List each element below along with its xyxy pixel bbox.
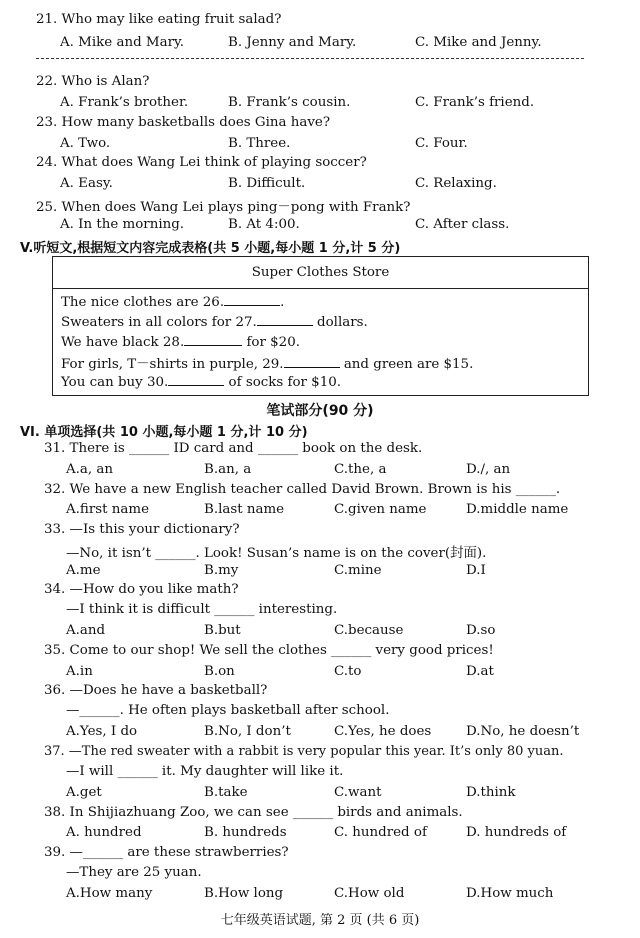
option-36c: C.Yes, he does bbox=[334, 724, 432, 739]
question-37: 37. —The red sweater with a rabbit is very popular this year. It’s only 80 yuan. bbox=[44, 744, 564, 759]
option-38c: C. hundred of bbox=[334, 825, 427, 840]
option-34b: B.but bbox=[204, 623, 241, 638]
table-row-30 bbox=[61, 373, 341, 390]
option-24a: A. Easy. bbox=[60, 176, 113, 191]
option-37b: B.take bbox=[204, 785, 248, 800]
option-31a: A.a, an bbox=[66, 462, 114, 477]
option-32d: D.middle name bbox=[466, 502, 569, 517]
option-35c: C.to bbox=[334, 664, 362, 679]
row-28-text: We have black 28. bbox=[61, 335, 185, 350]
option-25c: C. After class. bbox=[415, 217, 510, 232]
row-27-end: dollars. bbox=[312, 315, 368, 330]
option-34d: D.so bbox=[466, 623, 496, 638]
answer-blank-28[interactable] bbox=[184, 333, 242, 346]
option-31c: C.the, a bbox=[334, 462, 387, 477]
question-22: 22. Who is Alan? bbox=[36, 74, 150, 89]
option-32c: C.given name bbox=[334, 502, 427, 517]
question-38: 38. In Shijiazhuang Zoo, we can see ______ birds and animals. bbox=[44, 805, 463, 820]
row-30-text: You can buy 30. bbox=[61, 375, 169, 390]
option-36d: D.No, he doesn’t bbox=[466, 724, 580, 739]
section-6-title: VI. 单项选择(共 10 小题,每小题 1 分,计 10 分) bbox=[20, 425, 308, 440]
option-38b: B. hundreds bbox=[204, 825, 287, 840]
table-title: Super Clothes Store bbox=[53, 257, 588, 289]
page-footer: 七年级英语试题, 第 2 页 (共 6 页) bbox=[220, 913, 420, 928]
option-24c: C. Relaxing. bbox=[415, 176, 497, 191]
answer-blank-27[interactable] bbox=[257, 313, 313, 326]
option-21b: B. Jenny and Mary. bbox=[228, 35, 357, 50]
option-39b: B.How long bbox=[204, 886, 284, 901]
option-39c: C.How old bbox=[334, 886, 405, 901]
option-37c: C.want bbox=[334, 785, 382, 800]
option-39a: A.How many bbox=[66, 886, 153, 901]
clothes-store-table bbox=[52, 256, 589, 396]
row-29-text: For girls, T－shirts in purple, 29. bbox=[61, 357, 284, 372]
answer-blank-26[interactable] bbox=[224, 293, 280, 306]
question-35: 35. Come to our shop! We sell the clothes ______ very good prices! bbox=[44, 643, 494, 658]
question-34: 34. —How do you like math? bbox=[44, 582, 239, 597]
question-33: 33. —Is this your dictionary? bbox=[44, 522, 240, 537]
question-34-reply: —I think it is difficult ______ interesting. bbox=[66, 602, 338, 617]
option-35a: A.in bbox=[66, 664, 93, 679]
option-23a: A. Two. bbox=[60, 136, 111, 151]
option-36b: B.No, I don’t bbox=[204, 724, 291, 739]
option-32a: A.first name bbox=[66, 502, 149, 517]
row-26-end: . bbox=[280, 295, 285, 310]
question-39: 39. —______ are these strawberries? bbox=[44, 845, 289, 860]
row-27-text: Sweaters in all colors for 27. bbox=[61, 315, 257, 330]
question-33-reply: —No, it isn’t ______. Look! Susan’s name is on the cover(封面). bbox=[66, 546, 487, 561]
question-39-reply: —They are 25 yuan. bbox=[66, 865, 202, 880]
option-25b: B. At 4:00. bbox=[228, 217, 300, 232]
row-29-end: and green are $15. bbox=[339, 357, 474, 372]
option-33d: D.I bbox=[466, 563, 486, 578]
row-26-text: The nice clothes are 26. bbox=[61, 295, 225, 310]
option-21c: C. Mike and Jenny. bbox=[415, 35, 542, 50]
table-row-29 bbox=[61, 353, 473, 372]
option-39d: D.How much bbox=[466, 886, 554, 901]
written-part-title: 笔试部分(90 分) bbox=[266, 403, 374, 419]
option-25a: A. In the morning. bbox=[60, 217, 185, 232]
table-row-26 bbox=[61, 293, 284, 310]
option-24b: B. Difficult. bbox=[228, 176, 306, 191]
option-22c: C. Frank’s friend. bbox=[415, 95, 535, 110]
answer-blank-29[interactable] bbox=[284, 355, 340, 368]
question-36-reply: —______. He often plays basketball after school. bbox=[66, 703, 390, 718]
question-37-reply: —I will ______ it. My daughter will like it. bbox=[66, 764, 344, 779]
question-21: 21. Who may like eating fruit salad? bbox=[36, 12, 282, 27]
section-5-title: V.听短文,根据短文内容完成表格(共 5 小题,每小题 1 分,计 5 分) bbox=[20, 241, 401, 256]
option-35d: D.at bbox=[466, 664, 494, 679]
row-28-end: for $20. bbox=[242, 335, 300, 350]
answer-blank-30[interactable] bbox=[168, 373, 224, 386]
cut-line-divider bbox=[36, 58, 584, 59]
option-22a: A. Frank’s brother. bbox=[60, 95, 189, 110]
question-36: 36. —Does he have a basketball? bbox=[44, 683, 268, 698]
option-22b: B. Frank’s cousin. bbox=[228, 95, 351, 110]
option-34a: A.and bbox=[66, 623, 106, 638]
option-38a: A. hundred bbox=[66, 825, 142, 840]
option-37d: D.think bbox=[466, 785, 516, 800]
option-38d: D. hundreds of bbox=[466, 825, 567, 840]
option-33c: C.mine bbox=[334, 563, 382, 578]
table-row-27 bbox=[61, 313, 368, 330]
option-31b: B.an, a bbox=[204, 462, 252, 477]
question-24: 24. What does Wang Lei think of playing soccer? bbox=[36, 155, 367, 170]
option-23c: C. Four. bbox=[415, 136, 468, 151]
row-30-end: of socks for $10. bbox=[224, 375, 341, 390]
question-31: 31. There is ______ ID card and ______ book on the desk. bbox=[44, 441, 423, 456]
question-25: 25. When does Wang Lei plays ping－pong with Frank? bbox=[36, 200, 411, 215]
option-31d: D./, an bbox=[466, 462, 511, 477]
option-36a: A.Yes, I do bbox=[66, 724, 138, 739]
option-23b: B. Three. bbox=[228, 136, 291, 151]
option-21a: A. Mike and Mary. bbox=[60, 35, 185, 50]
option-37a: A.get bbox=[66, 785, 102, 800]
question-23: 23. How many basketballs does Gina have? bbox=[36, 115, 331, 130]
option-34c: C.because bbox=[334, 623, 404, 638]
option-33b: B.my bbox=[204, 563, 239, 578]
question-32: 32. We have a new English teacher called David Brown. Brown is his ______. bbox=[44, 482, 561, 497]
table-row-28 bbox=[61, 333, 300, 350]
option-33a: A.me bbox=[66, 563, 101, 578]
option-32b: B.last name bbox=[204, 502, 285, 517]
option-35b: B.on bbox=[204, 664, 235, 679]
